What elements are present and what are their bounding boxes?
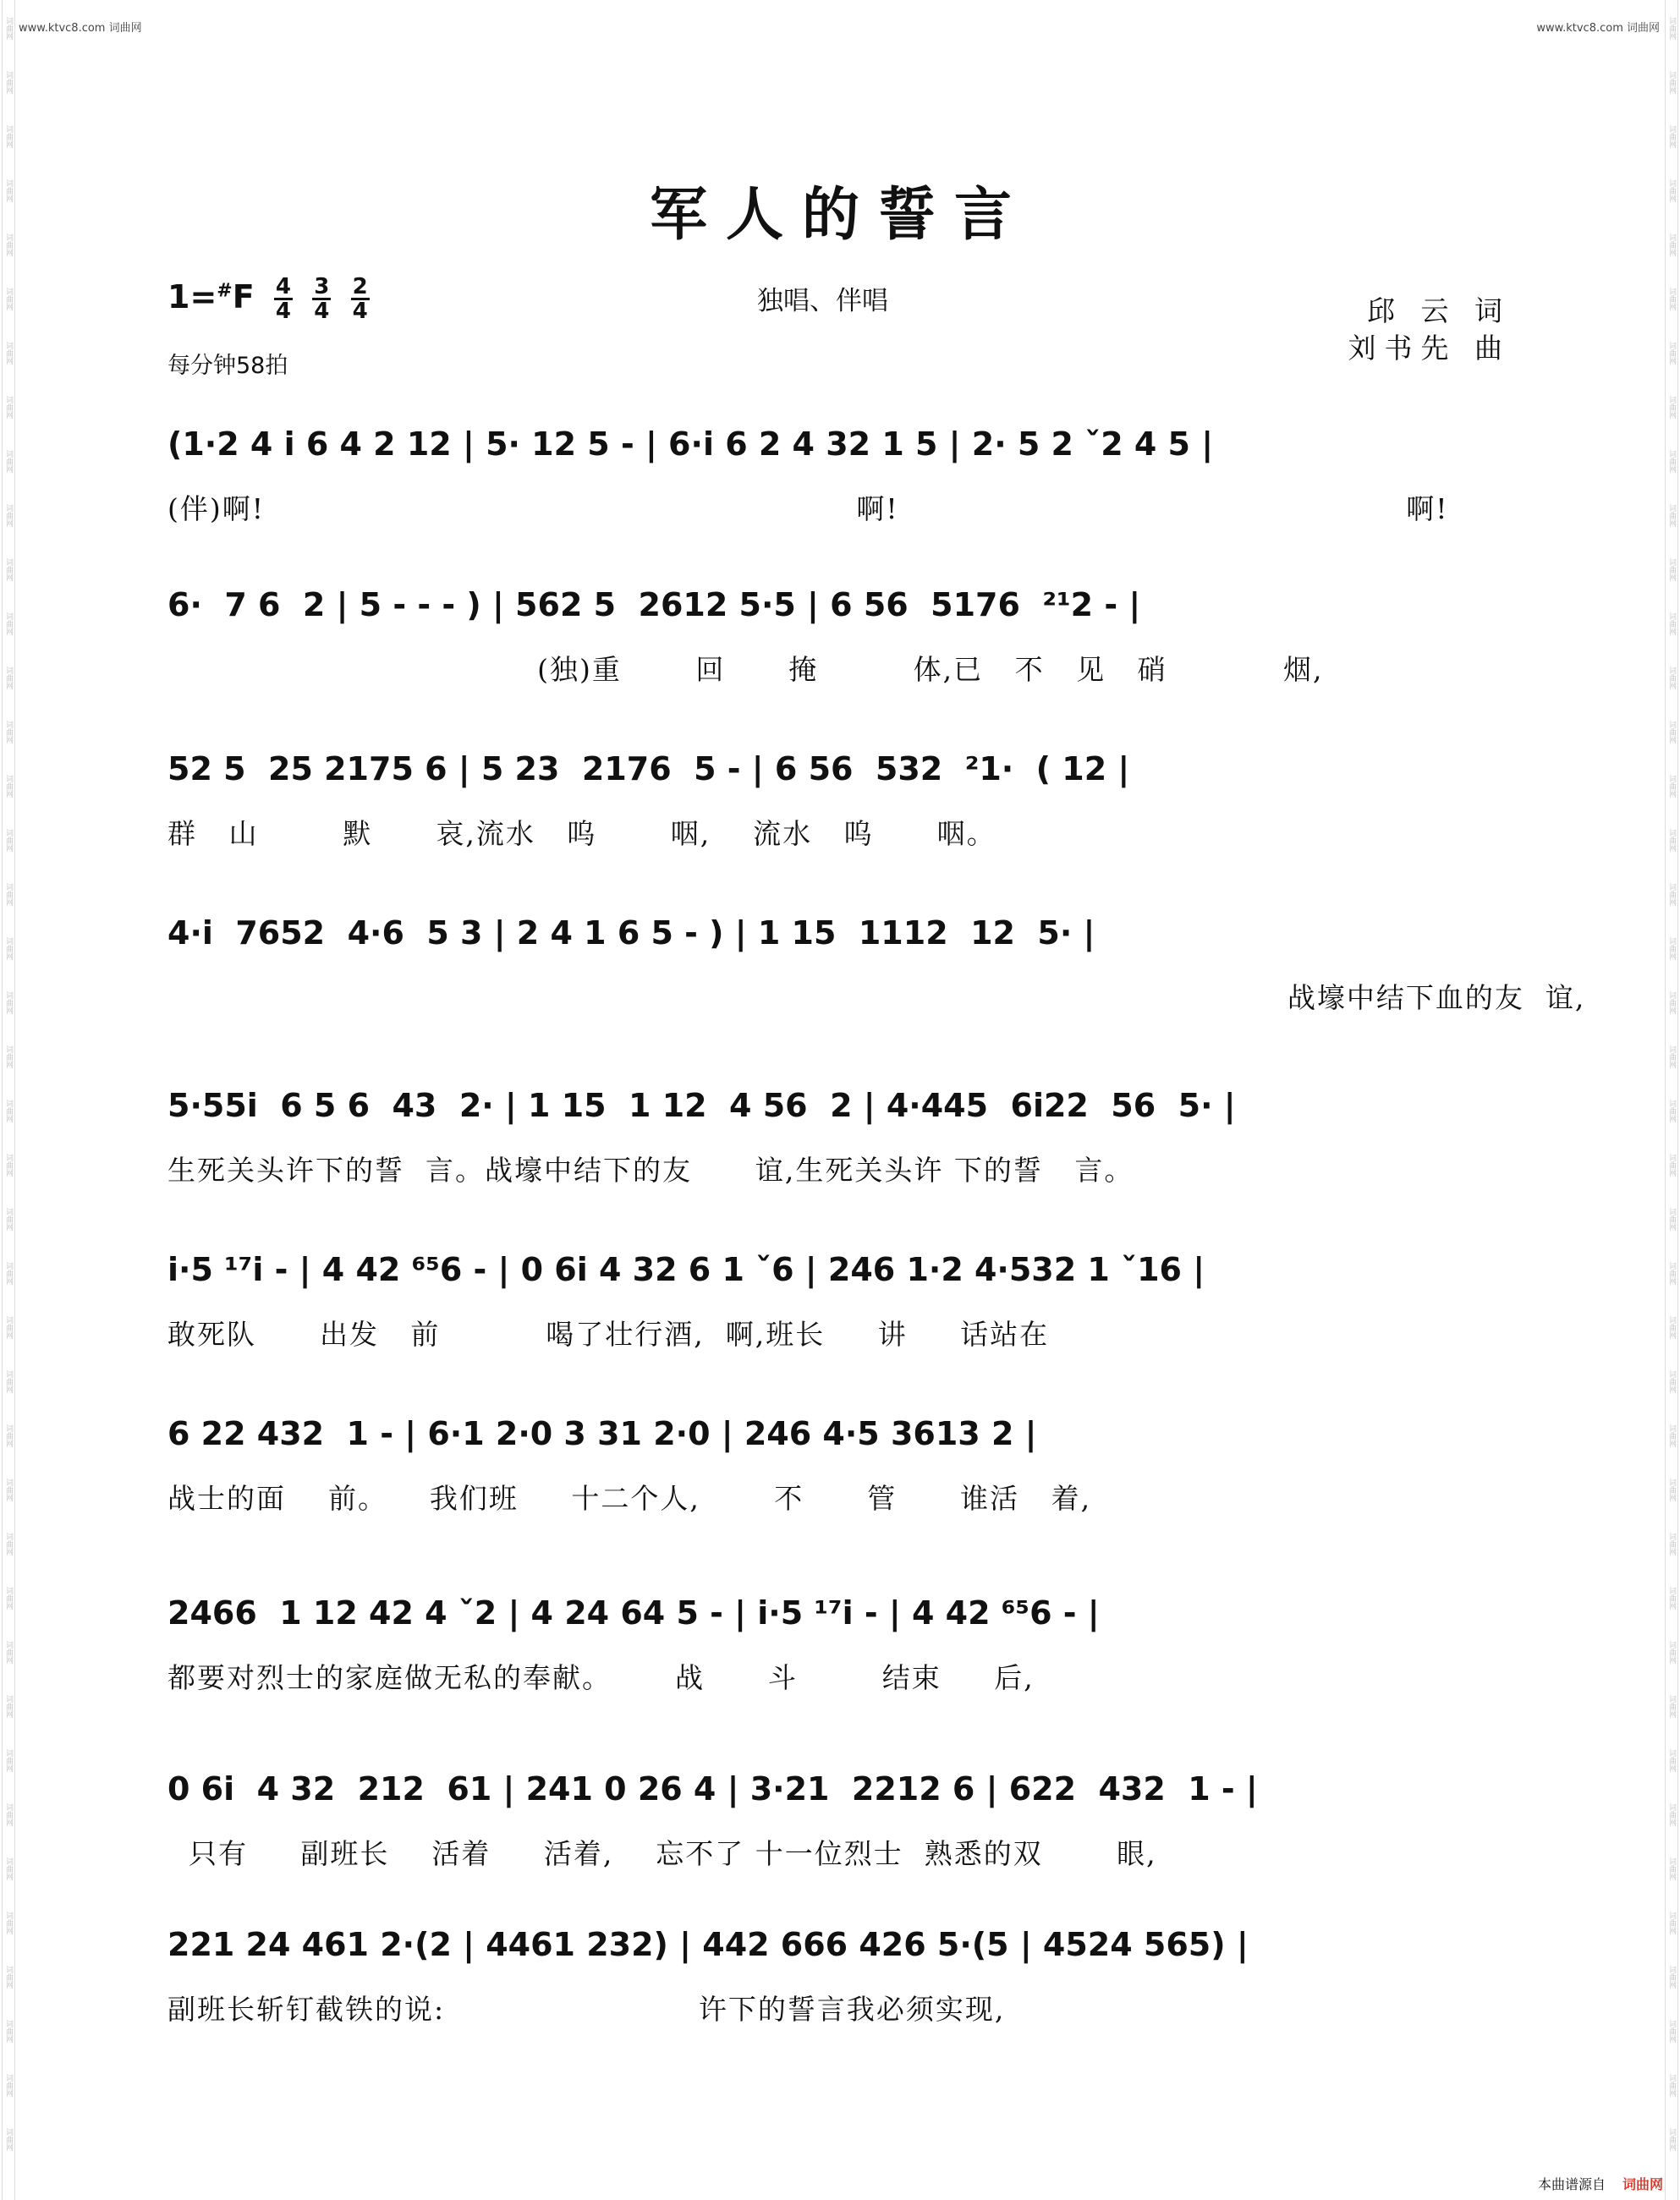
time-signature: $\frac{3}{4}$ bbox=[314, 274, 330, 324]
rail-mark: 词曲网 bbox=[1667, 1912, 1676, 1934]
rail-mark: 词曲网 bbox=[4, 1100, 13, 1122]
rail-mark: 词曲网 bbox=[4, 1370, 13, 1393]
rail-mark: 词曲网 bbox=[1667, 2020, 1676, 2043]
lyric-line: 只有 副班长 活着 活着, 忘不了 十一位烈士 熟悉的双 眼, bbox=[167, 1837, 1157, 1870]
rail-mark: 词曲网 bbox=[1667, 991, 1676, 1014]
rail-mark: 词曲网 bbox=[1667, 71, 1676, 94]
rail-mark: 词曲网 bbox=[4, 288, 13, 310]
lyric-line: (独)重 回 掩 体,已 不 见 硝 烟, bbox=[167, 653, 1324, 686]
footer-source: 本曲谱源自 bbox=[1537, 2176, 1606, 2192]
rail-mark: 词曲网 bbox=[1667, 233, 1676, 256]
composer-credit: 刘书先 曲 bbox=[1348, 332, 1511, 365]
rail-mark: 词曲网 bbox=[4, 1479, 13, 1501]
rail-mark: 词曲网 bbox=[1667, 721, 1676, 743]
rail-mark: 词曲网 bbox=[1667, 450, 1676, 473]
notation-line: 52 5 25 2175 6 | 5 23 2176 5 - | 6 56 532 ²1· ( 12 | bbox=[167, 750, 1130, 787]
rail-mark: 词曲网 bbox=[4, 991, 13, 1014]
rail-mark: 词曲网 bbox=[1667, 1966, 1676, 1989]
rail-mark: 词曲网 bbox=[4, 396, 13, 419]
rail-mark: 词曲网 bbox=[4, 2020, 13, 2043]
rail-mark: 词曲网 bbox=[1667, 775, 1676, 798]
rail-mark: 词曲网 bbox=[1667, 342, 1676, 365]
rail-mark: 词曲网 bbox=[4, 342, 13, 365]
rail-mark: 词曲网 bbox=[4, 937, 13, 960]
rail-mark: 词曲网 bbox=[4, 1424, 13, 1447]
notation-line: 4·i 7652 4·6 5 3 | 2 4 1 6 5 - ) | 1 15 1112 12 5· | bbox=[167, 914, 1095, 952]
key-signature bbox=[167, 276, 370, 322]
lyric-line: 战壕中结下血的友 谊, bbox=[167, 981, 1586, 1014]
rail-mark: 词曲网 bbox=[4, 1641, 13, 1664]
rail-mark: 词曲网 bbox=[4, 1154, 13, 1177]
watermark-left: www.ktvc8.com 词曲网 bbox=[19, 22, 142, 35]
rail-mark: 词曲网 bbox=[1667, 125, 1676, 148]
right-rail bbox=[1665, 0, 1678, 2200]
lyric-line: (伴)啊! 啊! 啊! bbox=[167, 492, 1449, 525]
rail-mark: 词曲网 bbox=[1667, 1749, 1676, 1772]
rail-mark: 词曲网 bbox=[4, 1533, 13, 1555]
rail-mark: 词曲网 bbox=[4, 71, 13, 94]
rail-mark: 词曲网 bbox=[4, 233, 13, 256]
lyric-line: 生死关头许下的誓 言。战壕中结下的友 谊,生死关头许 下的誓 言。 bbox=[167, 1154, 1134, 1187]
rail-mark: 词曲网 bbox=[1667, 179, 1676, 202]
notation-line: 6 22 432 1 - | 6·1 2·0 3 31 2·0 | 246 4·5 3613 2 | bbox=[167, 1415, 1037, 1452]
lyric-line: 战士的面 前。 我们班 十二个人, 不 管 谁活 着, bbox=[167, 1482, 1092, 1515]
rail-mark: 词曲网 bbox=[1667, 1641, 1676, 1664]
performance-note: 独唱、伴唱 bbox=[757, 286, 888, 316]
watermark-right: www.ktvc8.com 词曲网 bbox=[1536, 22, 1660, 35]
rail-mark: 词曲网 bbox=[4, 125, 13, 148]
lyric-line: 群 山 默 哀,流水 呜 咽, 流水 呜 咽。 bbox=[167, 817, 996, 850]
notation-line: 5·55i 6 5 6 43 2· | 1 15 1 12 4 56 2 | 4·445 6i22 56 5· | bbox=[167, 1087, 1236, 1124]
rail-mark: 词曲网 bbox=[4, 2074, 13, 2097]
rail-mark: 词曲网 bbox=[1667, 1370, 1676, 1393]
rail-mark: 词曲网 bbox=[1667, 667, 1676, 689]
notation-line: 221 24 461 2·(2 | 4461 232) | 442 666 426 5·(5 | 4524 565) | bbox=[167, 1926, 1249, 1963]
rail-mark: 词曲网 bbox=[4, 612, 13, 635]
rail-mark: 词曲网 bbox=[4, 667, 13, 689]
rail-mark: 词曲网 bbox=[4, 1912, 13, 1934]
rail-mark: 词曲网 bbox=[1667, 1533, 1676, 1555]
rail-mark: 词曲网 bbox=[1667, 1587, 1676, 1610]
rail-mark: 词曲网 bbox=[1667, 504, 1676, 527]
rail-mark: 词曲网 bbox=[1667, 1479, 1676, 1501]
tempo-marking: 每分钟58拍 bbox=[167, 353, 288, 379]
rail-mark: 词曲网 bbox=[1667, 2128, 1676, 2151]
rail-mark: 词曲网 bbox=[1667, 1803, 1676, 1826]
notation-line: i·5 ¹⁷i - | 4 42 ⁶⁵6 - | 0 6i 4 32 6 1 ˇ6 | 246 1·2 4·532 1 ˇ16 | bbox=[167, 1251, 1205, 1288]
rail-mark: 词曲网 bbox=[4, 1749, 13, 1772]
rail-mark: 词曲网 bbox=[1667, 1695, 1676, 1718]
rail-mark: 词曲网 bbox=[4, 775, 13, 798]
rail-mark: 词曲网 bbox=[1667, 829, 1676, 852]
rail-mark: 词曲网 bbox=[4, 558, 13, 581]
rail-mark: 词曲网 bbox=[4, 1966, 13, 1989]
rail-mark: 词曲网 bbox=[1667, 1857, 1676, 1880]
rail-mark: 词曲网 bbox=[4, 721, 13, 743]
rail-mark: 词曲网 bbox=[4, 450, 13, 473]
rail-mark: 词曲网 bbox=[4, 1208, 13, 1231]
lyric-line: 敢死队 出发 前 喝了壮行酒, 啊,班长 讲 话站在 bbox=[167, 1318, 1050, 1351]
notation-line: 6· 7 6 2 | 5 - - - ) | 562 5 2612 5·5 | 6 56 5176 ²¹2 - | bbox=[167, 586, 1141, 623]
rail-mark: 词曲网 bbox=[1667, 1045, 1676, 1068]
rail-mark: 词曲网 bbox=[1667, 1154, 1676, 1177]
rail-mark: 词曲网 bbox=[1667, 1262, 1676, 1285]
rail-mark: 词曲网 bbox=[4, 1803, 13, 1826]
lyric-line: 都要对烈士的家庭做无私的奉献。 战 斗 结束 后, bbox=[167, 1661, 1035, 1694]
rail-mark: 词曲网 bbox=[1667, 2074, 1676, 2097]
sharp-sign: # bbox=[217, 280, 233, 302]
rail-mark: 词曲网 bbox=[4, 17, 13, 40]
footer-brand: 词曲网 bbox=[1622, 2176, 1663, 2192]
rail-mark: 词曲网 bbox=[1667, 288, 1676, 310]
rail-mark: 词曲网 bbox=[1667, 612, 1676, 635]
rail-mark: 词曲网 bbox=[4, 1857, 13, 1880]
lyric-line: 副班长斩钉截铁的说: 许下的誓言我必须实现, bbox=[167, 1993, 1006, 2026]
rail-mark: 词曲网 bbox=[4, 1045, 13, 1068]
rail-mark: 词曲网 bbox=[4, 883, 13, 906]
time-signature: $\frac{4}{4}$ bbox=[275, 274, 292, 324]
rail-mark: 词曲网 bbox=[1667, 17, 1676, 40]
notation-line: 2466 1 12 42 4 ˇ2 | 4 24 64 5 - | i·5 ¹⁷i - | 4 42 ⁶⁵6 - | bbox=[167, 1594, 1100, 1632]
time-signature: $\frac{2}{4}$ bbox=[352, 274, 368, 324]
rail-mark: 词曲网 bbox=[1667, 1100, 1676, 1122]
rail-mark: 词曲网 bbox=[1667, 558, 1676, 581]
page-title: 军人的誓言 bbox=[649, 181, 1030, 249]
rail-mark: 词曲网 bbox=[4, 179, 13, 202]
key-prefix: 1= bbox=[167, 278, 217, 315]
rail-mark: 词曲网 bbox=[1667, 1208, 1676, 1231]
rail-mark: 词曲网 bbox=[4, 1695, 13, 1718]
notation-line: 0 6i 4 32 212 61 | 241 0 26 4 | 3·21 2212 6 | 622 432 1 - | bbox=[167, 1770, 1258, 1808]
footer bbox=[1538, 2174, 1663, 2193]
key-note: F bbox=[232, 278, 255, 315]
rail-mark: 词曲网 bbox=[4, 1587, 13, 1610]
rail-mark: 词曲网 bbox=[4, 504, 13, 527]
notation-line: (1·2 4 i 6 4 2 12 | 5· 12 5 - | 6·i 6 2 4 32 1 5 | 2· 5 2 ˇ2 4 5 | bbox=[167, 425, 1214, 463]
rail-mark: 词曲网 bbox=[1667, 396, 1676, 419]
lyricist-credit: 邱 云 词 bbox=[1367, 294, 1511, 327]
rail-mark: 词曲网 bbox=[4, 1316, 13, 1339]
rail-mark: 词曲网 bbox=[4, 829, 13, 852]
left-rail bbox=[2, 0, 15, 2200]
rail-mark: 词曲网 bbox=[1667, 937, 1676, 960]
rail-mark: 词曲网 bbox=[4, 1262, 13, 1285]
rail-mark: 词曲网 bbox=[1667, 883, 1676, 906]
rail-mark: 词曲网 bbox=[1667, 1316, 1676, 1339]
rail-mark: 词曲网 bbox=[4, 2128, 13, 2151]
rail-mark: 词曲网 bbox=[1667, 1424, 1676, 1447]
